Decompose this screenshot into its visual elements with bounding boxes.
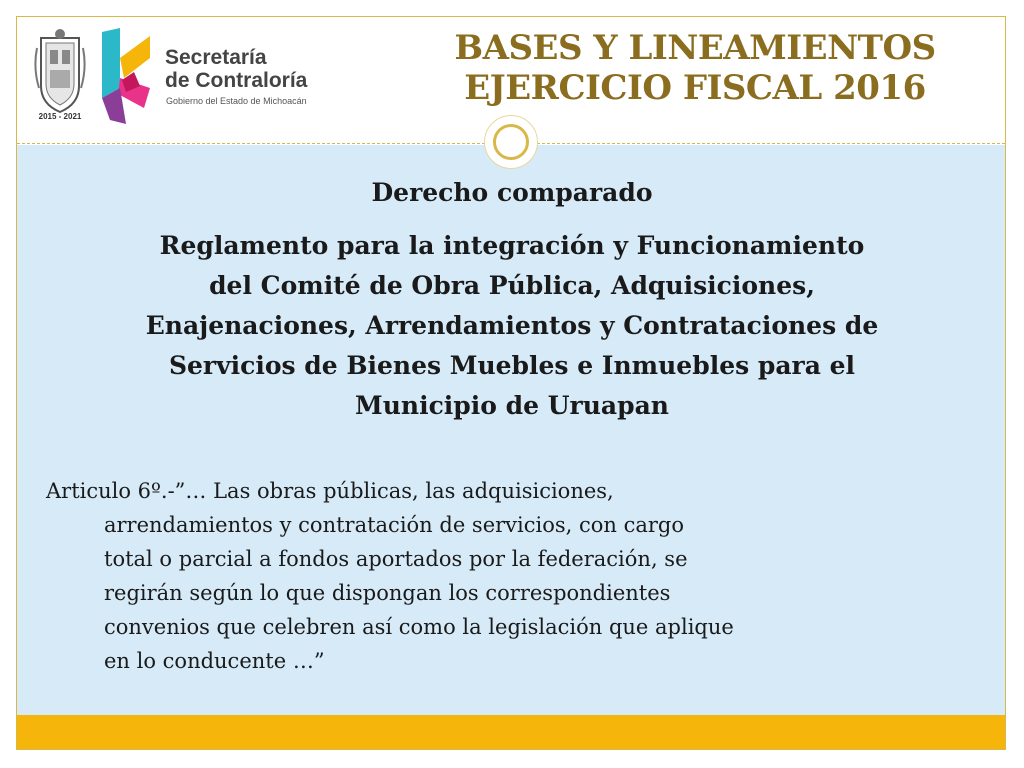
articulo-paragraph	[46, 474, 986, 678]
divider-circle-ring	[493, 124, 529, 160]
articulo-line: total o parcial a fondos aportados por la federación, se	[104, 547, 688, 571]
contraloria-logo-icon	[100, 28, 152, 126]
logo-text-gobierno: Gobierno del Estado de Michoacán	[166, 96, 307, 106]
slide-title	[400, 28, 990, 108]
articulo-line: Articulo 6º.-”… Las obras públicas, las adquisiciones,	[46, 479, 614, 503]
title-line-2: EJERCICIO FISCAL 2016	[464, 68, 926, 108]
articulo-line: arrendamientos y contratación de servicios, con cargo	[104, 513, 685, 537]
reglamento-line: Servicios de Bienes Muebles e Inmuebles para el	[168, 351, 856, 380]
reglamento-heading	[30, 226, 994, 426]
logo-text-contraloria: de Contraloría	[165, 69, 308, 92]
footer-bar	[17, 715, 1005, 749]
reglamento-line: del Comité de Obra Pública, Adquisiciones,	[209, 271, 815, 300]
title-line-1: BASES Y LINEAMIENTOS	[454, 28, 936, 68]
articulo-line: regirán según lo que dispongan los correspondientes	[104, 581, 671, 605]
reglamento-line: Reglamento para la integración y Funcionamiento	[159, 231, 865, 260]
articulo-line: en lo conducente …”	[104, 649, 325, 673]
reglamento-line: Enajenaciones, Arrendamientos y Contrataciones de	[145, 311, 879, 340]
divider-circle-ornament	[484, 115, 538, 169]
seal-years: 2015 - 2021	[38, 112, 82, 121]
logo-text-secretaria: Secretaría	[165, 46, 267, 69]
reglamento-line: Municipio de Uruapan	[355, 391, 669, 420]
articulo-line: convenios que celebren así como la legislación que aplique	[104, 615, 734, 639]
subtitle: Derecho comparado	[371, 178, 653, 207]
state-seal-icon	[33, 28, 87, 120]
